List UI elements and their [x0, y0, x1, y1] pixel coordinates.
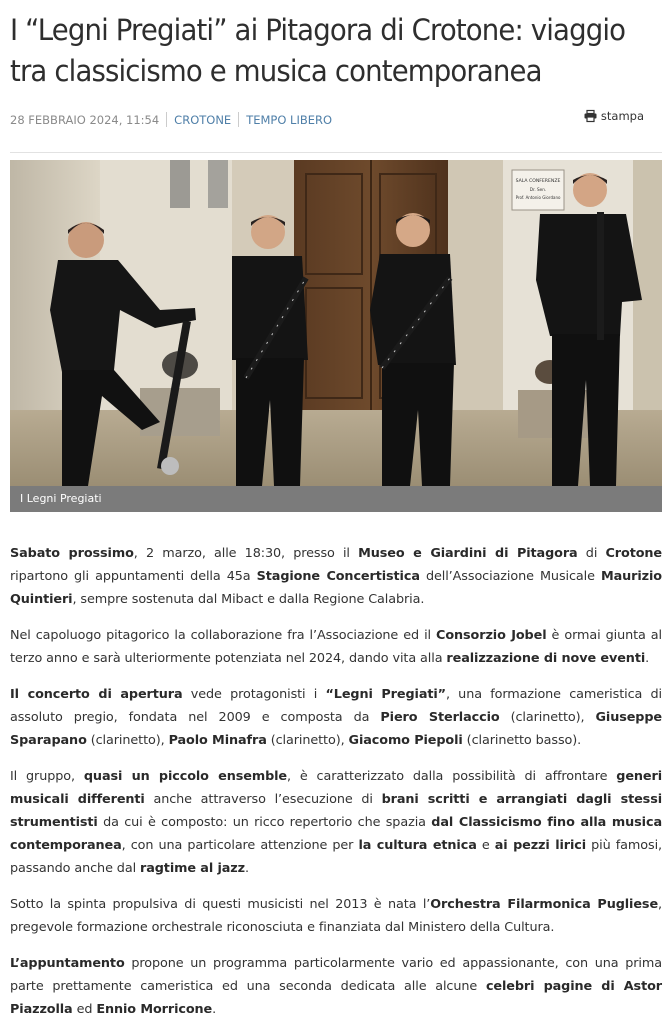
article-photo[interactable]: [10, 160, 662, 486]
print-label: stampa: [600, 109, 644, 123]
article-title: I “Legni Pregiati” ai Pitagora di Crotone: viaggio tra classicismo e musica contemporanea: [10, 13, 626, 88]
divider: [10, 152, 662, 153]
article-body: [10, 512, 662, 1021]
article-date: 28 FEBBRAIO 2024, 11:54: [10, 112, 160, 127]
group-photo: [10, 160, 662, 486]
paragraph: L’appuntamento propone un programma particolarmente vario ed appassionante, con una prima parte prettamente cameristica ed una seconda dedicata alle alcune celebri pagine di Astor Piazzolla ed Ennio Morricone.: [10, 956, 662, 1017]
article-meta: [10, 92, 662, 152]
divider: [166, 112, 167, 127]
divider: [238, 112, 239, 127]
image-caption: I Legni Pregiati: [10, 486, 662, 512]
paragraph: Nel capoluogo pitagorico la collaborazione fra l’Associazione ed il Consorzio Jobel è ormai giunta al terzo anno e sarà ulteriormente potenziata nel 2024, dando vita alla realizzazione di nove eventi.: [10, 628, 662, 666]
paragraph: Il gruppo, quasi un piccolo ensemble, è caratterizzato dalla possibilità di affrontare generi musicali differenti anche attraverso l’esecuzione di brani scritti e arrangiati dagli stessi strumentisti da cui è composto: un ricco repertorio che spazia dal Classicismo fino alla musica contemporanea, con una particolare attenzione per la cultura etnica e ai pezzi lirici più famosi, passando anche dal ragtime al jazz.: [10, 769, 663, 876]
paragraph: Sotto la spinta propulsiva di questi musicisti nel 2013 è nata l’Orchestra Filarmonica Pugliese, pregevole formazione orchestrale riconosciuta e finanziata dal Ministero della Cultura.: [10, 897, 662, 935]
paragraph: Il concerto di apertura vede protagonisti i “Legni Pregiati”, una formazione cameristica di assoluto pregio, fondata nel 2009 e composta da Piero Sterlaccio (clarinetto), Giuseppe Sparapano (clarinetto), Paolo Minafra (clarinetto), Giacomo Piepoli (clarinetto basso).: [10, 687, 662, 748]
printer-icon: [584, 110, 597, 122]
category-link-tempo-libero[interactable]: TEMPO LIBERO: [246, 112, 333, 127]
sign-line: SALA CONFERENZE: [515, 179, 561, 184]
print-button[interactable]: [584, 109, 644, 123]
category-link-crotone[interactable]: CROTONE: [174, 112, 232, 127]
sign-line: Prof. Antonio Giordano: [515, 195, 561, 200]
sign-line: Dr. Sen.: [529, 187, 547, 192]
paragraph: Sabato prossimo, 2 marzo, alle 18:30, presso il Museo e Giardini di Pitagora di Crotone ripartono gli appuntamenti della 45a Stagione Concertistica dell’Associazione Musicale Maurizio Quintieri, sempre sostenuta dal Mibact e dalla Regione Calabria.: [10, 546, 662, 607]
